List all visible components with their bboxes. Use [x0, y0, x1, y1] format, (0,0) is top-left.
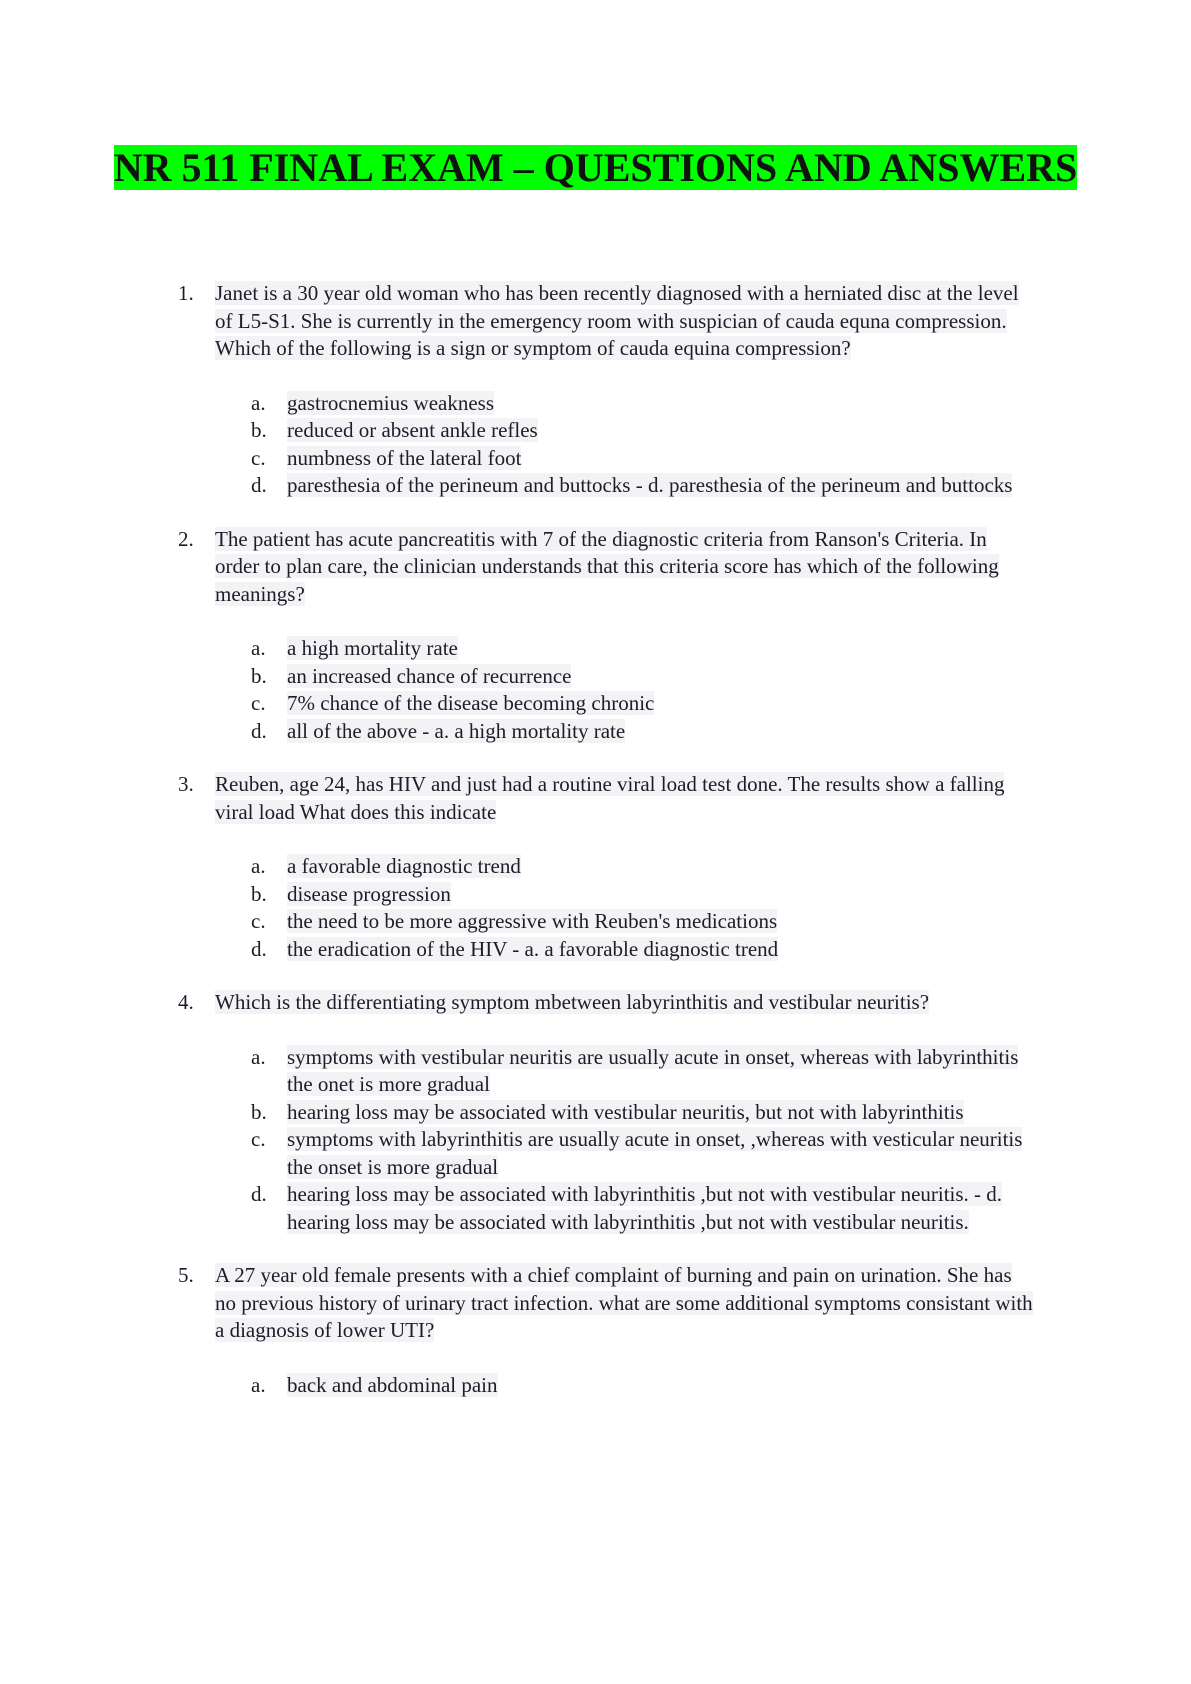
question-item: [0, 1262, 1191, 1399]
question-item: [0, 989, 1191, 1236]
option-item: [0, 936, 1191, 964]
option-list: [0, 635, 1191, 745]
title-block: [0, 144, 1191, 191]
option-letter: d.: [251, 473, 267, 497]
option-letter: a.: [251, 854, 266, 878]
option-letter: a.: [251, 1372, 266, 1397]
option-letter: a.: [251, 1044, 266, 1069]
option-text: symptoms with labyrinthitis are usually acute in onset, ,whereas with vesticular neuritis the onset is more gradual: [287, 1127, 1023, 1179]
option-item: [0, 718, 1191, 746]
question-item: [0, 280, 1191, 500]
option-text: hearing loss may be associated with vestibular neuritis, but not with labyrinthitis: [287, 1099, 964, 1124]
question-item: [0, 771, 1191, 963]
question-number: 4.: [178, 990, 194, 1014]
option-letter: c.: [251, 1127, 266, 1151]
question-text: Reuben, age 24, has HIV and just had a routine viral load test done. The results show a falling viral load What does this indicate: [215, 772, 1005, 824]
option-letter: b.: [251, 881, 267, 906]
question-list: [0, 280, 1191, 1425]
option-list: [0, 390, 1191, 500]
option-letter: c.: [251, 691, 266, 715]
option-letter: b.: [251, 663, 267, 688]
option-text: the eradication of the HIV - a. a favorable diagnostic trend: [287, 936, 779, 961]
option-letter: b.: [251, 1099, 267, 1124]
question-item: [0, 526, 1191, 746]
option-text: gastrocnemius weakness: [287, 390, 495, 415]
option-text: a favorable diagnostic trend: [287, 854, 521, 878]
option-text: numbness of the lateral foot: [287, 445, 522, 470]
option-item: [0, 635, 1191, 663]
option-text: all of the above - a. a high mortality rate: [287, 718, 626, 743]
option-item: [0, 445, 1191, 473]
option-item: [0, 417, 1191, 445]
option-text: symptoms with vestibular neuritis are usually acute in onset, whereas with labyrinthitis the onet is more gradual: [287, 1044, 1019, 1096]
option-letter: d.: [251, 1182, 267, 1206]
option-letter: d.: [251, 936, 267, 961]
option-letter: a.: [251, 636, 266, 660]
question-text: Janet is a 30 year old woman who has been recently diagnosed with a herniated disc at the level of L5-S1. She is currently in the emergency room with suspician of cauda equna compression. Which of the following is a sign or symptom of cauda equina compression?: [215, 281, 1019, 360]
option-item: [0, 853, 1191, 881]
option-letter: b.: [251, 418, 267, 442]
page-title: NR 511 FINAL EXAM – QUESTIONS AND ANSWERS: [113, 145, 1078, 190]
option-letter: a.: [251, 390, 266, 415]
question-text: The patient has acute pancreatitis with 7 of the diagnostic criteria from Ranson's Criteria. In order to plan care, the clinician understands that this criteria score has which of the following meanings?: [215, 526, 999, 606]
option-item: [0, 390, 1191, 418]
question-number: 5.: [178, 1263, 194, 1287]
option-item: [0, 1099, 1191, 1127]
option-text: the need to be more aggressive with Reuben's medications: [287, 909, 778, 933]
question-number: 2.: [178, 526, 194, 551]
option-text: paresthesia of the perineum and buttocks - d. paresthesia of the perineum and buttocks: [287, 473, 1013, 497]
option-text: an increased chance of recurrence: [287, 663, 572, 688]
option-text: a high mortality rate: [287, 636, 458, 660]
question-text: Which is the differentiating symptom mbetween labyrinthitis and vestibular neuritis?: [215, 990, 930, 1014]
option-item: [0, 690, 1191, 718]
option-item: [0, 1372, 1191, 1400]
option-letter: d.: [251, 718, 267, 743]
option-list: [0, 1372, 1191, 1400]
question-text: A 27 year old female presents with a chief complaint of burning and pain on urination. She has no previous history of urinary tract infection. what are some additional symptoms consistant with a diagnosis of lower UTI?: [215, 1263, 1033, 1342]
option-list: [0, 1044, 1191, 1237]
option-text: disease progression: [287, 881, 451, 906]
option-item: [0, 1181, 1191, 1236]
option-letter: c.: [251, 909, 266, 933]
option-letter: c.: [251, 445, 266, 470]
option-list: [0, 853, 1191, 963]
option-item: [0, 663, 1191, 691]
option-text: hearing loss may be associated with labyrinthitis ,but not with vestibular neuritis. - d. hearing loss may be associated with labyrinthitis ,but not with vestibular neuritis.: [287, 1182, 1003, 1234]
option-item: [0, 908, 1191, 936]
option-text: 7% chance of the disease becoming chronic: [287, 691, 655, 715]
option-text: back and abdominal pain: [287, 1372, 498, 1397]
option-item: [0, 881, 1191, 909]
option-text: reduced or absent ankle refles: [287, 418, 538, 442]
option-item: [0, 1044, 1191, 1099]
question-number: 1.: [178, 281, 194, 305]
option-item: [0, 1126, 1191, 1181]
option-item: [0, 472, 1191, 500]
question-number: 3.: [178, 772, 194, 796]
